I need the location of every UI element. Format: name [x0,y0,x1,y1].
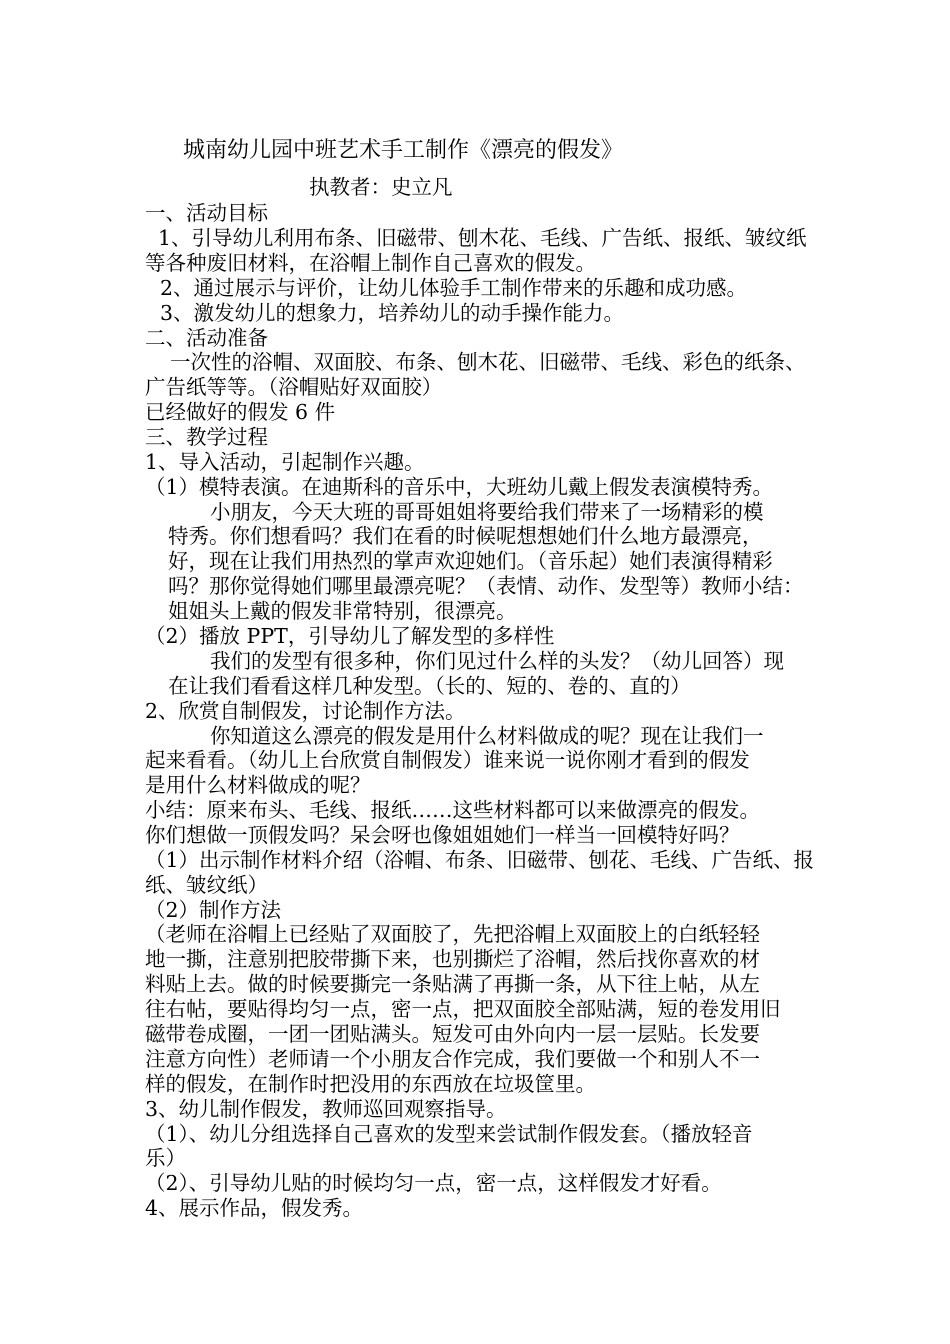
paragraph-line: 样的假发，在制作时把没用的东西放在垃圾筐里。 [145,1072,596,1096]
paragraph-line: 好，现在让我们用热烈的掌声欢迎她们。（音乐起）她们表演得精彩 [168,549,773,573]
preparation-line-1: 一次性的浴帽、双面胶、布条、刨木花、旧磁带、毛线、彩色的纸条、 [170,350,806,374]
step-4-heading: 4、展示作品，假发秀。 [145,1196,364,1220]
step-1-1-heading: （1）模特表演。在迪斯科的音乐中，大班幼儿戴上假发表演模特秀。 [145,475,774,499]
paragraph-line: 是用什么材料做成的呢？ [145,773,371,797]
paragraph-line: （1）出示制作材料介绍（浴帽、布条、旧磁带、刨花、毛线、广告纸、报 [145,848,815,872]
paragraph-line: 地一撕，注意别把胶带撕下来，也别撕烂了浴帽，然后找你喜欢的材 [145,947,760,971]
paragraph-line: （1）、幼儿分组选择自己喜欢的发型来尝试制作假发套。（播放轻音 [145,1122,753,1146]
paragraph-line: 往右帖，要贴得均匀一点，密一点，把双面胶全部贴满，短的卷发用旧 [145,997,781,1021]
paragraph-line: 起来看看。（幼儿上台欣赏自制假发）谁来说一说你刚才看到的假发 [145,748,750,772]
step-1-2-heading: （2）播放 PPT，引导幼儿了解发型的多样性 [145,624,555,648]
paragraph-line: 在让我们看看这样几种发型。（长的、短的、卷的、直的） [168,674,691,698]
paragraph-line: 注意方向性）老师请一个小朋友合作完成，我们要做一个和别人不一 [145,1047,760,1071]
paragraph-line: （老师在浴帽上已经贴了双面胶了，先把浴帽上双面胶上的白纸轻轻 [145,922,760,946]
section-heading-preparation: 二、活动准备 [145,326,268,350]
paragraph-line: 我们的发型有很多种，你们见过什么样的头发？（幼儿回答）现 [210,649,784,673]
paragraph-line: 你们想做一顶假发吗？呆会呀也像姐姐她们一样当一回模特好吗？ [145,823,740,847]
goal-1-line-1: 1、引导幼儿利用布条、旧磁带、刨木花、毛线、广告纸、报纸、皱纹纸 [158,226,807,250]
goal-1-line-2: 等各种废旧材料，在浴帽上制作自己喜欢的假发。 [145,251,596,275]
paragraph-line: 你知道这么漂亮的假发是用什么材料做成的呢？现在让我们一 [210,724,764,748]
paragraph-line: （2）制作方法 [145,898,282,922]
paragraph-line: 特秀。你们想看吗？我们在看的时候呢想想她们什么地方最漂亮， [168,524,763,548]
section-heading-goals: 一、活动目标 [145,201,268,225]
step-2-heading: 2、欣赏自制假发，讨论制作方法。 [145,699,466,723]
document-title: 城南幼儿园中班艺术手工制作《漂亮的假发》 [183,138,624,163]
step-1-heading: 1、导入活动，引起制作兴趣。 [145,450,425,474]
preparation-line-3: 已经做好的假发 6 件 [145,400,336,424]
paragraph-line: 姐姐头上戴的假发非常特别，很漂亮。 [168,599,517,623]
preparation-line-2: 广告纸等等。（浴帽贴好双面胶） [145,375,443,399]
goal-3: 3、激发幼儿的想象力，培养幼儿的动手操作能力。 [160,301,625,325]
paragraph-line: 磁带卷成圈，一团一团贴满头。短发可由外向内一层一层贴。长发要 [145,1022,760,1046]
paragraph-line: 乐） [145,1146,186,1170]
author-line: 执教者：史立凡 [309,175,453,199]
paragraph-line: 吗？那你觉得她们哪里最漂亮呢？（表情、动作、发型等）教师小结： [168,574,804,598]
goal-2: 2、通过展示与评价，让幼儿体验手工制作带来的乐趣和成功感。 [160,276,748,300]
section-heading-process: 三、教学过程 [145,425,268,449]
paragraph-line: 小朋友，今天大班的哥哥姐姐将要给我们带来了一场精彩的模 [210,500,764,524]
paragraph-line: 纸、皱纹纸） [145,873,268,897]
paragraph-line: （2）、引导幼儿贴的时候均匀一点，密一点，这样假发才好看。 [145,1171,722,1195]
paragraph-line: 料贴上去。做的时候要撕完一条贴满了再撕一条，从下往上帖，从左 [145,972,760,996]
step-3-heading: 3、幼儿制作假发，教师巡回观察指导。 [145,1097,507,1121]
paragraph-line: 小结：原来布头、毛线、报纸……这些材料都可以来做漂亮的假发。 [145,798,760,822]
